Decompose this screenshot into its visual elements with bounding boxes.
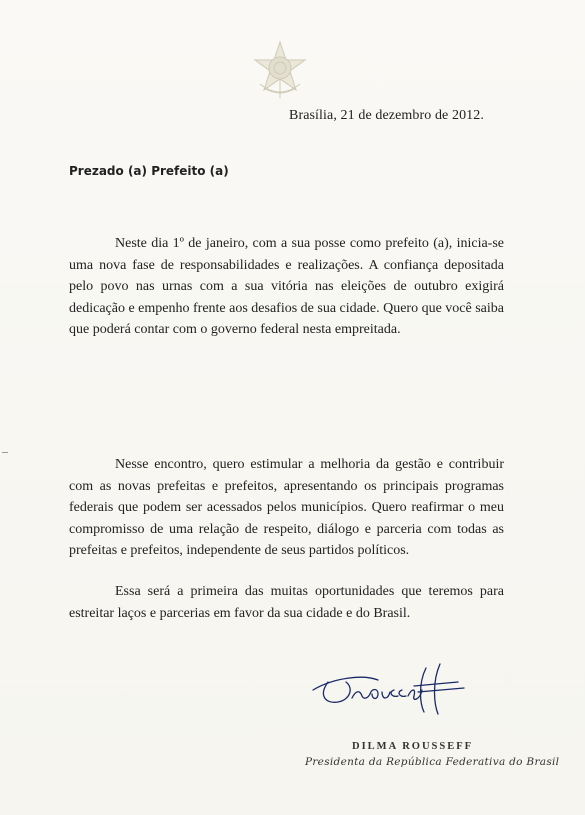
signer-name: DILMA ROUSSEFF xyxy=(352,741,474,752)
coat-of-arms-icon xyxy=(248,38,312,102)
paragraph-3: Essa será a primeira das muitas oportunidades que teremos para estreitar laços e parcerias em favor da sua cidade e do Brasil. xyxy=(69,584,504,621)
signer-role: Presidenta da República Federativa do Brasil xyxy=(305,756,560,768)
handwritten-signature xyxy=(308,660,490,716)
letter-date: Brasília, 21 de dezembro de 2012. xyxy=(289,108,484,123)
paragraph-2: Nesse encontro, quero estimular a melhoria da gestão e contribuir com as novas prefeitas e prefeitos, apresentando os principais programas federais que podem ser acessados pelos municípios. Quero reafirmar o meu compromisso de uma relação de respeito, diálogo e parceria com todas as prefeitas e prefeitos, independente de seus partidos políticos. xyxy=(69,457,504,558)
paragraph-1: Neste dia 1º de janeiro, com a sua posse como prefeito (a), inicia-se uma nova fase de responsabilidades e realizações. A confiança depositada pelo povo nas urnas com a sua vitória nas eleições de outubro exigirá dedicação e empenho frente aos desafios de sua cidade. Quero que você saiba que poderá contar com o governo federal nesta empreitada. xyxy=(69,236,504,337)
scan-mark xyxy=(2,452,8,453)
salutation: Prezado (a) Prefeito (a) xyxy=(69,164,229,178)
